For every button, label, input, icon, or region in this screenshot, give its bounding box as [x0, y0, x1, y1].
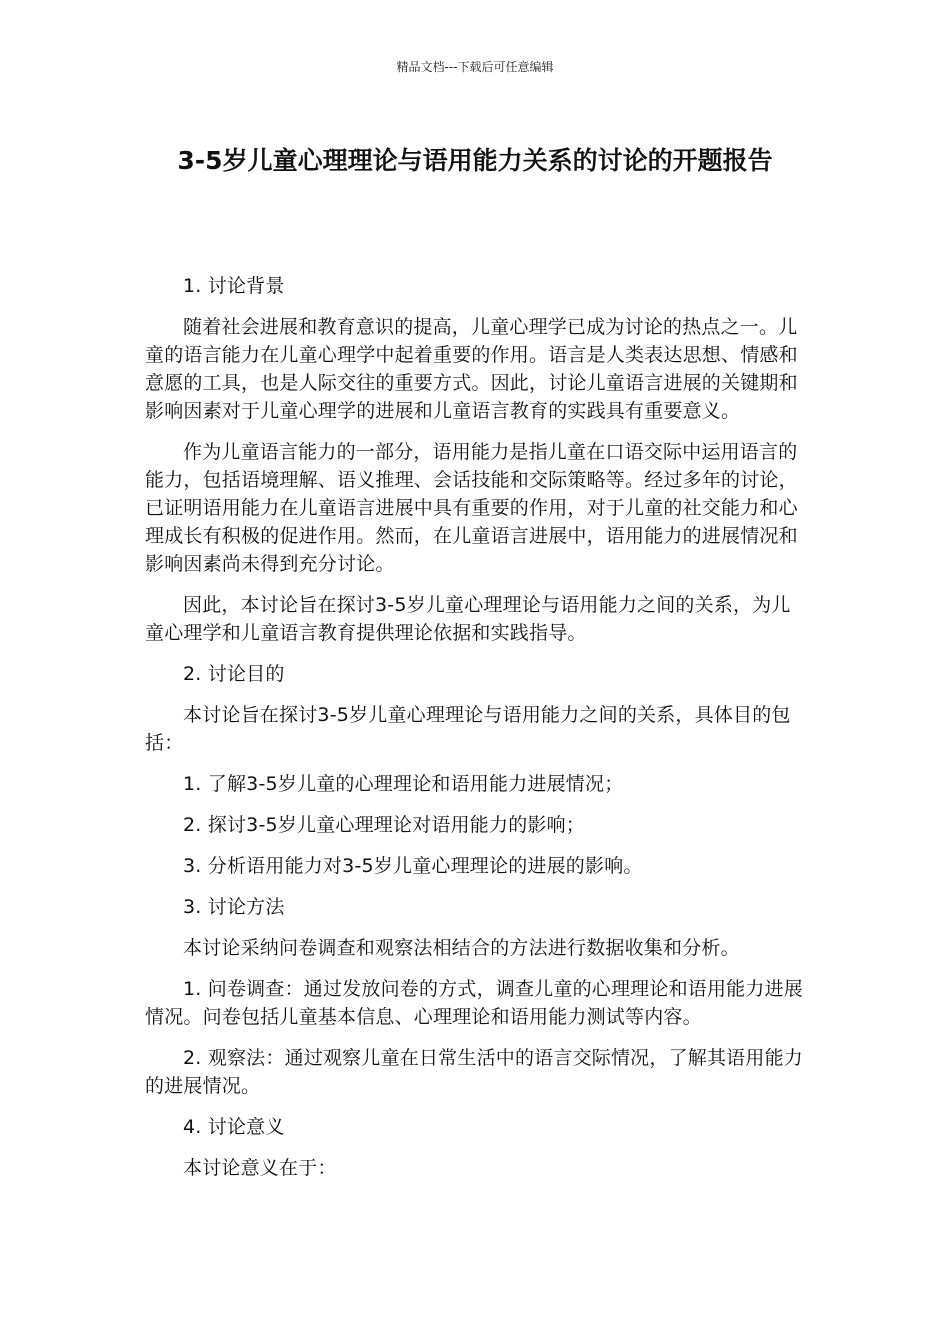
section-heading-method: 3. 讨论方法 [183, 896, 285, 918]
list-item: 2. 观察法：通过观察儿童在日常生活中的语言交际情况，了解其语用能力的进展情况。 [145, 1047, 803, 1097]
paragraph: 本讨论采纳问卷调查和观察法相结合的方法进行数据收集和分析。 [183, 937, 740, 959]
list-item: 1. 问卷调查：通过发放问卷的方式，调查儿童的心理理论和语用能力进展情况。问卷包括儿童基本信息、心理理论和语用能力测试等内容。 [145, 978, 803, 1028]
paragraph: 本讨论旨在探讨3-5岁儿童心理理论与语用能力之间的关系，具体目的包括： [145, 704, 791, 754]
paragraph: 随着社会进展和教育意识的提高，儿童心理学已成为讨论的热点之一。儿童的语言能力在儿童心理学中起着重要的作用。语言是人类表达思想、情感和意愿的工具，也是人际交往的重要方式。因此，讨论儿童语言进展的关键期和影响因素对于儿童心理学的进展和儿童语言教育的实践具有重要意义。 [145, 316, 798, 422]
paragraph: 作为儿童语言能力的一部分，语用能力是指儿童在口语交际中运用语言的能力，包括语境理解、语义推理、会话技能和交际策略等。经过多年的讨论，已证明语用能力在儿童语言进展中具有重要的作用，对于儿童的社交能力和心理成长有积极的促进作用。然而，在儿童语言进展中，语用能力的进展情况和影响因素尚未得到充分讨论。 [145, 441, 798, 575]
section-heading-significance: 4. 讨论意义 [183, 1116, 285, 1138]
list-item: 3. 分析语用能力对3-5岁儿童心理理论的进展的影响。 [183, 855, 643, 877]
section-heading-purpose: 2. 讨论目的 [183, 663, 285, 685]
list-item: 1. 了解3-5岁儿童的心理理论和语用能力进展情况； [183, 773, 624, 795]
document-title: 3-5岁儿童心理理论与语用能力关系的讨论的开题报告 [177, 146, 773, 175]
paragraph: 因此，本讨论旨在探讨3-5岁儿童心理理论与语用能力之间的关系，为儿童心理学和儿童语言教育提供理论依据和实践指导。 [145, 594, 791, 644]
section-heading-background: 1. 讨论背景 [183, 275, 285, 297]
list-item: 2. 探讨3-5岁儿童心理理论对语用能力的影响； [183, 814, 586, 836]
paragraph: 本讨论意义在于： [183, 1157, 337, 1179]
header-note: 精品文档---下载后可任意编辑 [396, 60, 554, 74]
document-body [145, 272, 805, 1195]
